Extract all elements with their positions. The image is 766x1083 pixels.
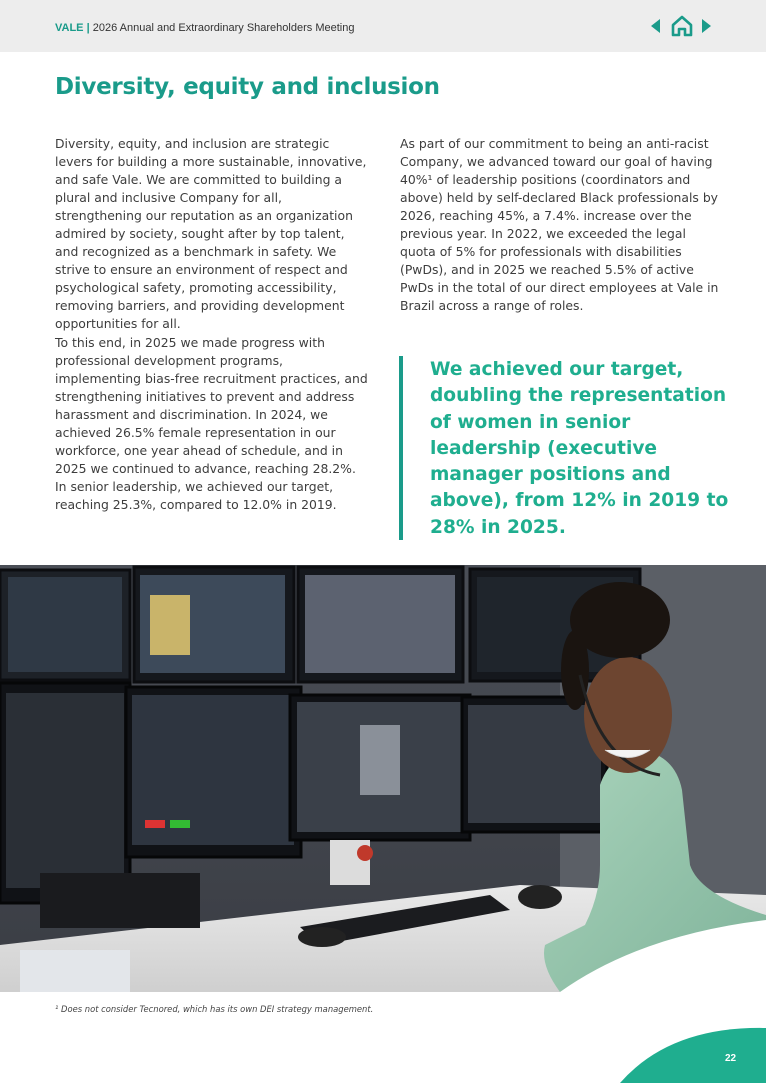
- page-title: Diversity, equity and inclusion: [55, 74, 440, 100]
- paragraph-dei-intro: Diversity, equity, and inclusion are strategic levers for building a more sustainable, innovative, and safe Vale. We are committed to building a plural and inclusive Company for all, strengthening our reputation as an organization admired by society, sought after by top talent, and recognized as a benchmark in safety. We strive to ensure an environment of respect and psychological safety, promoting accessibility, removing barriers, and providing development opportunities for all.: [55, 136, 367, 331]
- header-title: [55, 22, 354, 34]
- top-header: [0, 0, 766, 52]
- footnote: ¹ Does not consider Tecnored, which has its own DEI strategy management.: [55, 1004, 374, 1014]
- page-number: 22: [725, 1053, 737, 1064]
- highlight-quote: We achieved our target, doubling the representation of women in senior leadership (executive manager positions and above), from 12% in 2019 to 28% in 2025.: [430, 359, 729, 538]
- document-title: 2026 Annual and Extraordinary Shareholders Meeting: [92, 22, 355, 34]
- control-room-photo: [0, 565, 766, 992]
- brand-logo: VALE |: [55, 22, 90, 34]
- quote-accent-bar: [399, 356, 403, 540]
- home-icon[interactable]: [668, 14, 696, 38]
- paragraph-anti-racist: As part of our commitment to being an anti-racist Company, we advanced toward our goal of having 40%¹ of leadership positions (coordinators and above) held by self-declared Black professionals by 2026, reaching 45%, a 7.4%. increase over the previous year. In 2022, we exceeded the legal quota of 5% for professionals with disabilities (PwDs), and in 2025 we reached 5.5% of active PwDs in the total of our direct employees at Vale in Brazil across a range of roles.: [400, 136, 719, 313]
- paragraph-dei-progress: To this end, in 2025 we made progress with professional development programs, implementing bias-free recruitment practices, and strengthening initiatives to prevent and address harassment and discrimination. In 2024, we achieved 26.5% female representation in our workforce, one year ahead of schedule, and in 2025 we continued to advance, reaching 28.2%. In senior leadership, we achieved our target, reaching 25.3%, compared to 12.0% in 2019.: [55, 335, 368, 512]
- triangle-right-icon[interactable]: [700, 14, 714, 38]
- triangle-left-icon[interactable]: [648, 14, 662, 38]
- page-corner-decoration: [620, 1026, 766, 1083]
